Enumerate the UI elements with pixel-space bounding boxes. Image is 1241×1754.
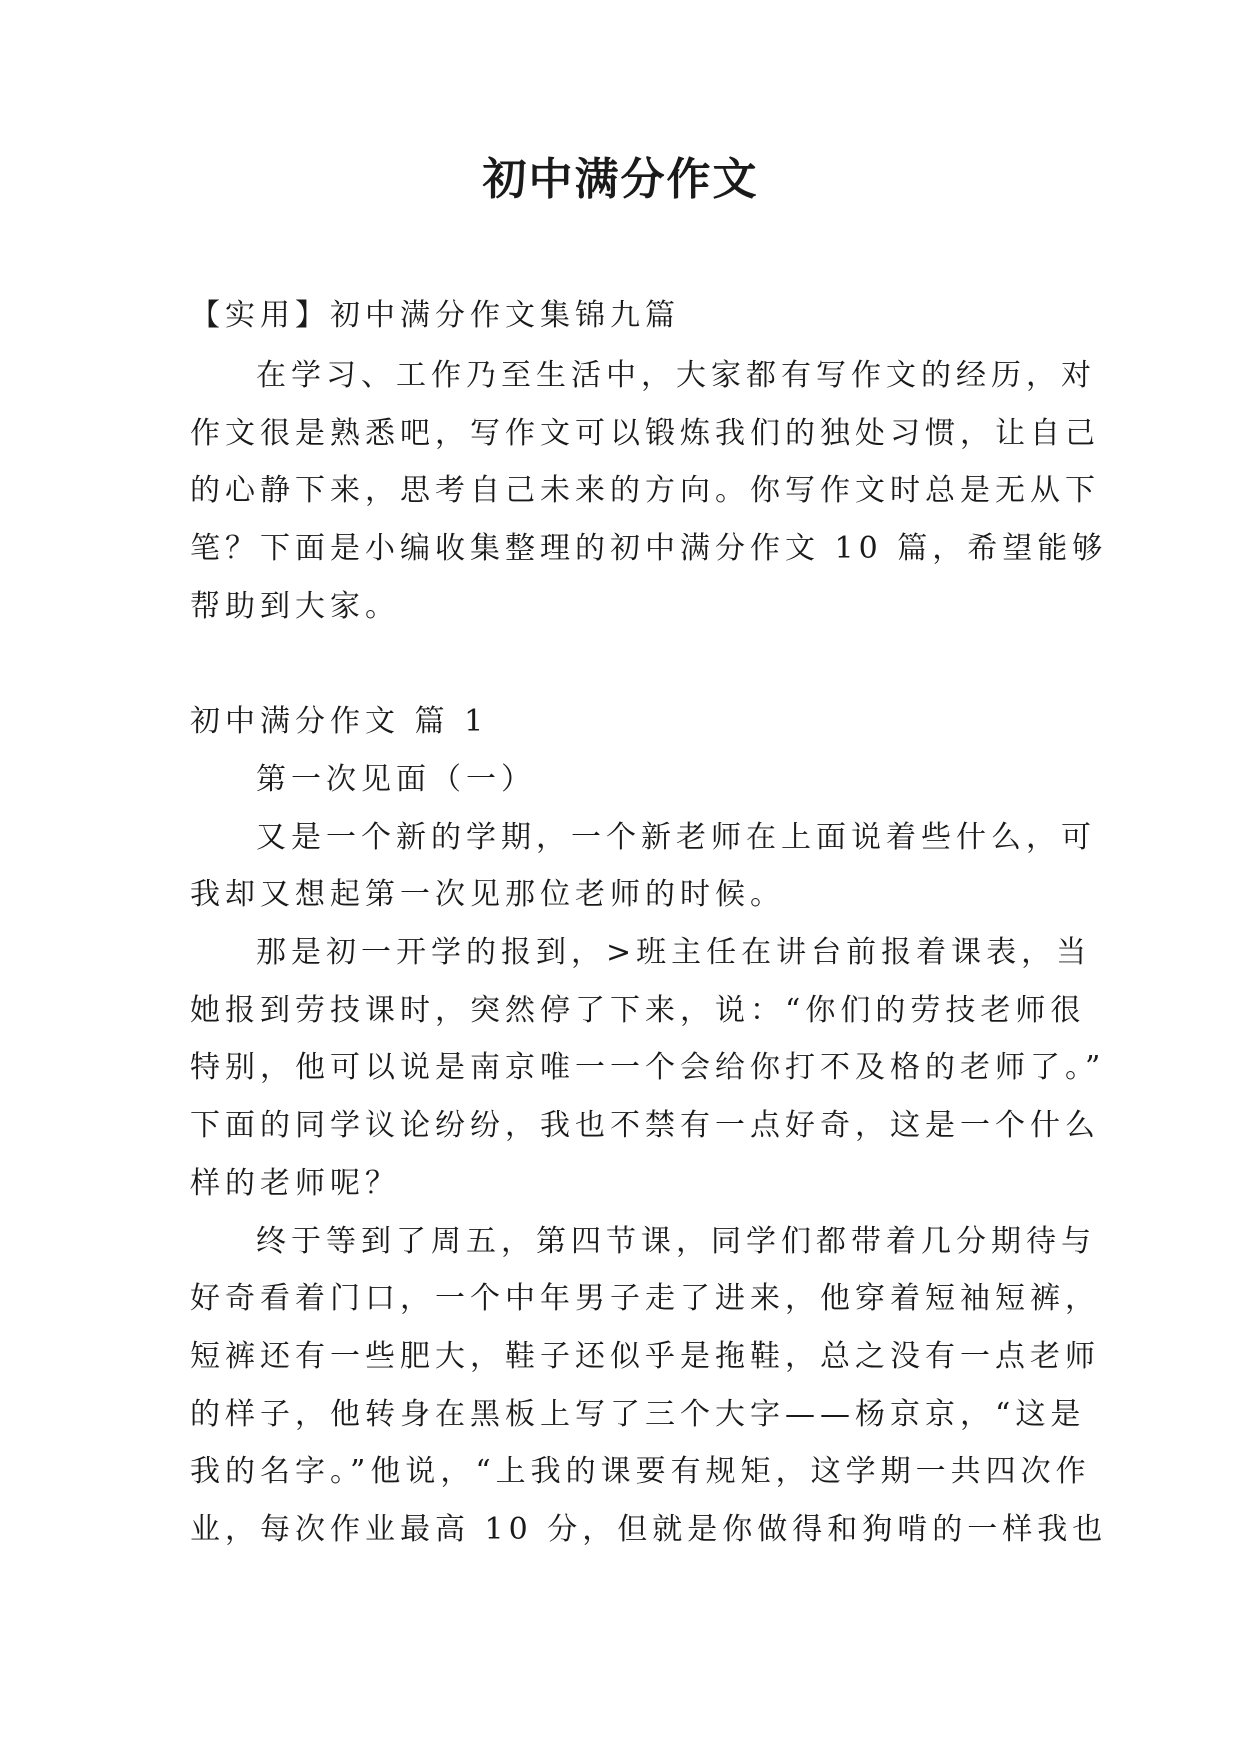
- paragraph-line: 我的名字。”他说，“上我的课要有规矩，这学期一共四次作: [190, 1454, 1091, 1489]
- paragraph-line: 短裤还有一些肥大，鞋子还似乎是拖鞋，总之没有一点老师: [190, 1339, 1100, 1374]
- document-subtitle: 【实用】初中满分作文集锦九篇: [190, 298, 680, 333]
- paragraph-line: 业，每次作业最高 10 分，但就是你做得和狗啃的一样我也: [190, 1512, 1108, 1547]
- intro-line: 笔？下面是小编收集整理的初中满分作文 10 篇，希望能够: [190, 531, 1108, 566]
- document-title: 初中满分作文: [482, 154, 759, 205]
- intro-line: 作文很是熟悉吧，写作文可以锻炼我们的独处习惯，让自己: [190, 416, 1100, 451]
- essay-heading: 初中满分作文 篇 1: [190, 704, 489, 739]
- paragraph-line: 的样子，他转身在黑板上写了三个大字——杨京京，“这是: [190, 1397, 1086, 1432]
- paragraph-line: 又是一个新的学期，一个新老师在上面说着些什么，可: [256, 820, 1096, 855]
- paragraph-line: 样的老师呢？: [190, 1166, 400, 1201]
- paragraph-line: 那是初一开学的报到，>班主任在讲台前报着课表，当: [256, 935, 1092, 970]
- intro-line: 帮助到大家。: [190, 589, 400, 624]
- intro-line: 的心静下来，思考自己未来的方向。你写作文时总是无从下: [190, 473, 1100, 508]
- paragraph-line: 她报到劳技课时，突然停了下来，说：“你们的劳技老师很: [190, 993, 1086, 1028]
- intro-line: 在学习、工作乃至生活中，大家都有写作文的经历，对: [256, 358, 1096, 393]
- paragraph-line: 下面的同学议论纷纷，我也不禁有一点好奇，这是一个什么: [190, 1108, 1100, 1143]
- paragraph-line: 好奇看着门口，一个中年男子走了进来，他穿着短袖短裤，: [190, 1281, 1100, 1316]
- essay-title: 第一次见面（一）: [256, 762, 536, 797]
- paragraph-line: 我却又想起第一次见那位老师的时候。: [190, 877, 785, 912]
- paragraph-line: 特别，他可以说是南京唯一一个会给你打不及格的老师了。”: [190, 1050, 1106, 1085]
- paragraph-line: 终于等到了周五，第四节课，同学们都带着几分期待与: [256, 1224, 1096, 1259]
